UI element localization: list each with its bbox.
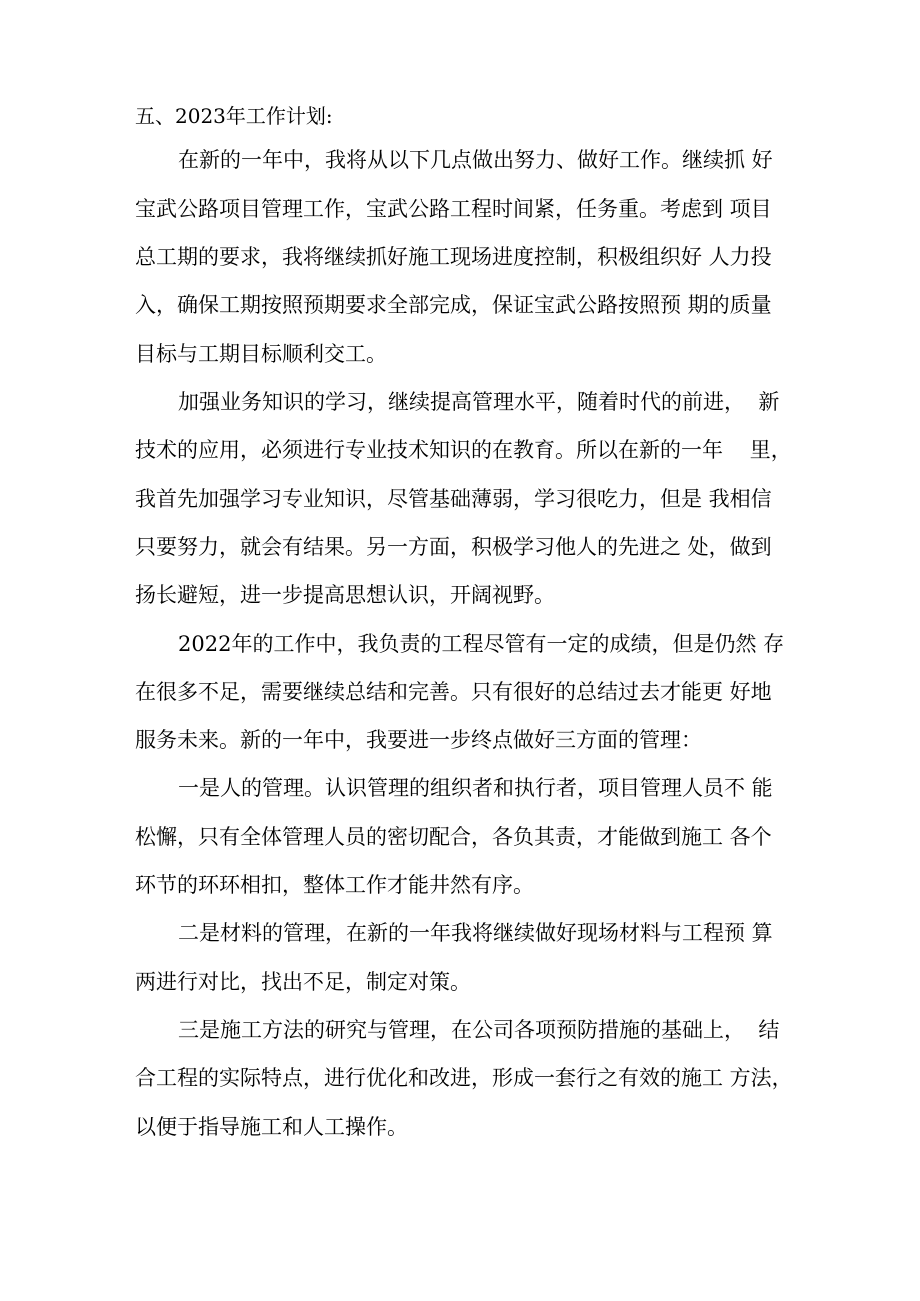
paragraph-line: 在很多不足，需要继续总结和完善。只有很好的总结过去才能更 好地 [135, 680, 772, 704]
paragraph-line: 目标与工期目标顺利交工。 [135, 342, 387, 366]
paragraph-line: 2022年的工作中，我负责的工程尽管有一定的成绩，但是仍然 存 [178, 632, 785, 656]
paragraph-line: 服务未来。新的一年中，我要进一步终点做好三方面的管理： [135, 728, 702, 752]
paragraph-line: 环节的环环相扣，整体工作才能井然有序。 [135, 873, 534, 897]
paragraph-line: 二是材料的管理，在新的一年我将继续做好现场材料与工程预 算 [178, 921, 773, 945]
paragraph-line: 宝武公路项目管理工作，宝武公路工程时间紧，任务重。考虑到 项目 [135, 197, 772, 221]
paragraph-line: 以便于指导施工和人工操作。 [135, 1115, 408, 1139]
paragraph-line: 在新的一年中，我将从以下几点做出努力、做好工作。继续抓 好 [178, 148, 773, 172]
paragraph-line: 一是人的管理。认识管理的组织者和执行者，项目管理人员不 能 [178, 776, 773, 800]
paragraph-line: 扬长避短，进一步提高思想认识，开阔视野。 [135, 583, 555, 607]
paragraph-line: 入，确保工期按照预期要求全部完成，保证宝武公路按照预 期的质量 [135, 293, 772, 317]
paragraph-line: 两进行对比，找出不足，制定对策。 [135, 970, 471, 994]
paragraph-line: 总工期的要求，我将继续抓好施工现场进度控制，积极组织好 人力投 [135, 245, 772, 269]
paragraph-line: 加强业务知识的学习，继续提高管理水平，随着时代的前进， 新 [178, 390, 780, 414]
section-heading: 五、2023年工作计划: [135, 104, 333, 128]
paragraph-line: 三是施工方法的研究与管理，在公司各项预防措施的基础上， 结 [178, 1018, 780, 1042]
paragraph-line: 松懈，只有全体管理人员的密切配合，各负其责，才能做到施工 各个 [135, 825, 772, 849]
paragraph-line: 我首先加强学习专业知识，尽管基础薄弱，学习很吃力，但是 我相信 [135, 487, 772, 511]
paragraph-line: 只要努力，就会有结果。另一方面，积极学习他人的先进之 处，做到 [135, 535, 772, 559]
paragraph-line: 技术的应用，必须进行专业技术知识的在教育。所以在新的一年 里， [135, 438, 792, 462]
paragraph-line: 合工程的实际特点，进行优化和改进，形成一套行之有效的施工 方法， [135, 1066, 793, 1090]
